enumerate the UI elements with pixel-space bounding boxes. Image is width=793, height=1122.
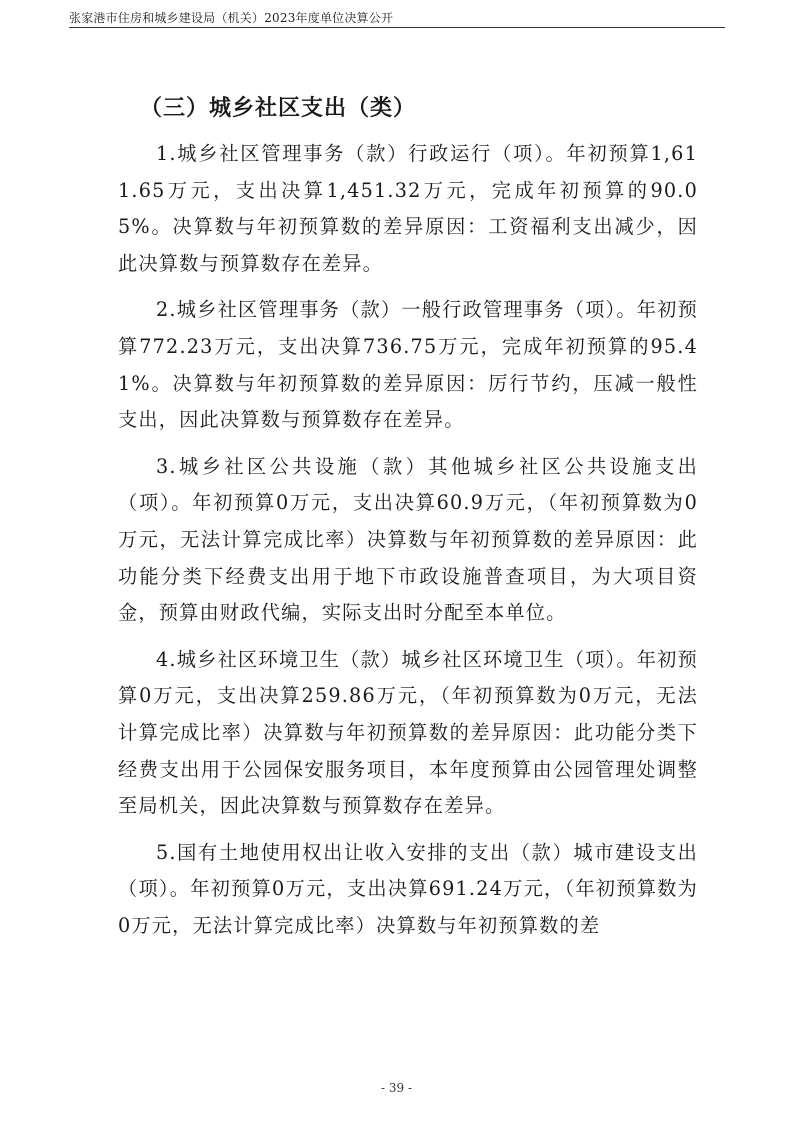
paragraph-1: 1.城乡社区管理事务（款）行政运行（项）。年初预算1,611.65万元，支出决算1,451.32万元，完成年初预算的90.05%。决算数与年初预算数的差异原因：工资福利支出减少，因此决算数与预算数存在差异。 bbox=[118, 142, 698, 275]
paragraph-4: 4.城乡社区环境卫生（款）城乡社区环境卫生（项）。年初预算0万元，支出决算259.86万元，（年初预算数为0万元，无法计算完成比率）决算数与年初预算数的差异原因：此功能分类下经费支出用于公园保安服务项目，本年度预算由公园管理处调整至局机关，因此决算数与预算数存在差异。 bbox=[118, 647, 698, 818]
section-heading: （三）城乡社区支出（类） bbox=[140, 95, 417, 121]
paragraph-3: 3.城乡社区公共设施（款）其他城乡社区公共设施支出（项）。年初预算0万元，支出决算60.9万元，（年初预算数为0万元，无法计算完成比率）决算数与年初预算数的差异原因：此功能分类下经费支出用于地下市政设施普查项目，为大项目资金，预算由财政代编，实际支出时分配至本单位。 bbox=[118, 454, 698, 625]
paragraph-5: 5.国有土地使用权出让收入安排的支出（款）城市建设支出（项）。年初预算0万元，支出决算691.24万元，（年初预算数为0万元，无法计算完成比率）决算数与年初预算数的差 bbox=[118, 840, 698, 937]
paragraph-2: 2.城乡社区管理事务（款）一般行政管理事务（项）。年初预算772.23万元，支出决算736.75万元，完成年初预算的95.41%。决算数与年初预算数的差异原因：厉行节约，压减一般性支出，因此决算数与预算数存在差异。 bbox=[118, 298, 698, 432]
document-body bbox=[118, 90, 698, 954]
running-header: 张家港市住房和城乡建设局（机关）2023年度单位决算公开 bbox=[69, 11, 394, 25]
page-number: - 39 - bbox=[380, 1081, 412, 1095]
header-rule bbox=[69, 27, 725, 28]
